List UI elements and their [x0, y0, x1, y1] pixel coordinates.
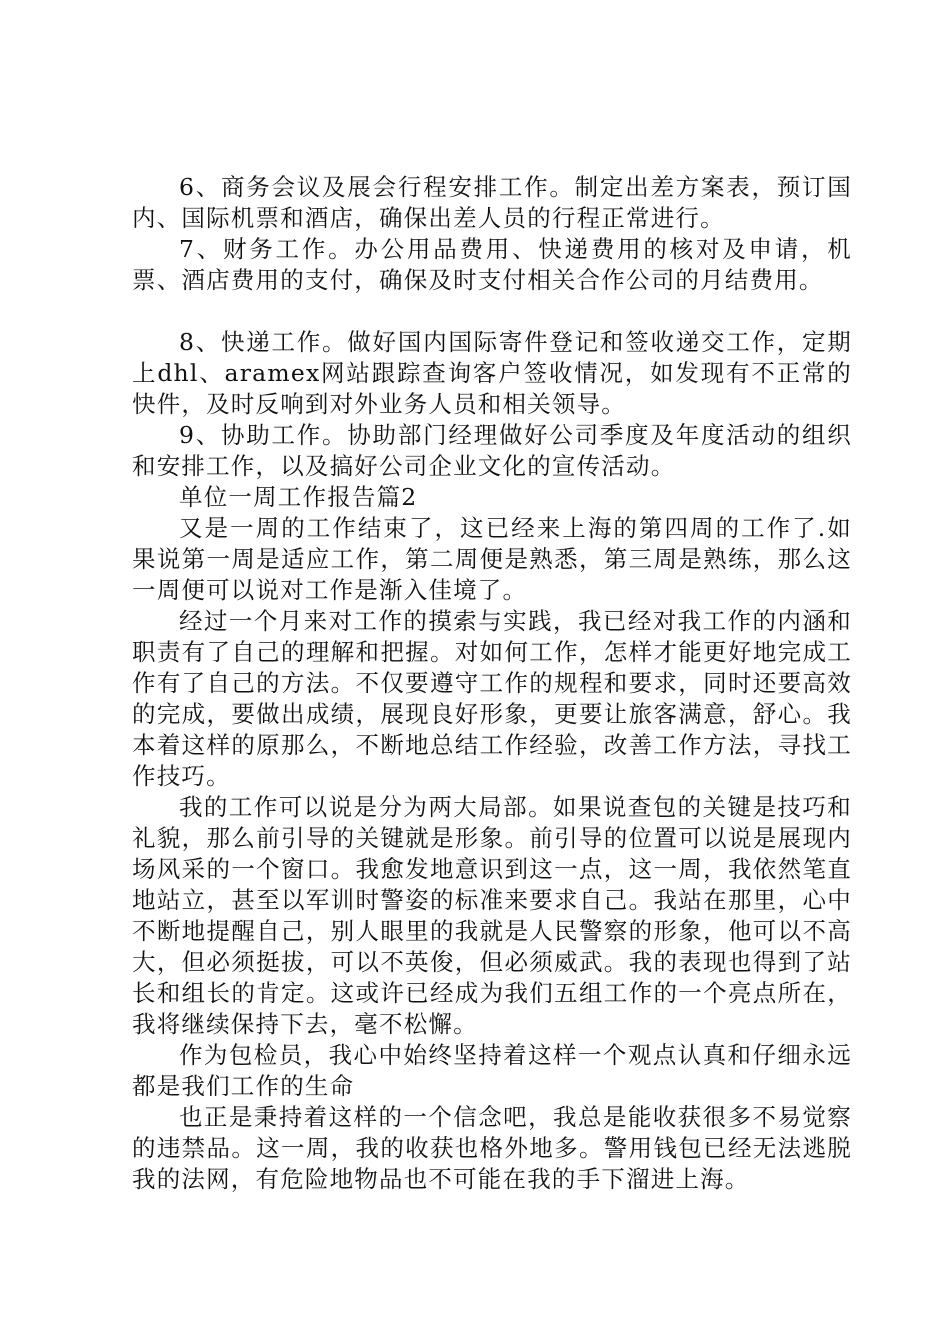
document-body	[132, 172, 852, 1195]
section-heading: 单位一周工作报告篇2	[179, 483, 418, 511]
paragraph-item-6: 6、商务会议及展会行程安排工作。制定出差方案表，预订国内、国际机票和酒店，确保出差人员的行程正常进行。	[132, 173, 852, 232]
body-paragraph: 又是一周的工作结束了，这已经来上海的第四周的工作了.如果说第一周是适应工作，第二周便是熟悉，第三周是熟练，那么这一周便可以说对工作是渐入佳境了。	[132, 514, 852, 604]
paragraph-spacer	[132, 296, 852, 327]
body-paragraph: 经过一个月来对工作的摸索与实践，我已经对我工作的内涵和职责有了自己的理解和把握。对如何工作，怎样才能更好地完成工作有了自己的方法。不仅要遵守工作的规程和要求，同时还要高效的完成，要做出成绩，展现良好形象，更要让旅客满意，舒心。我本着这样的原那么，不断地总结工作经验，改善工作方法，寻找工作技巧。	[132, 607, 852, 790]
paragraph-item-8: 8、快递工作。做好国内国际寄件登记和签收递交工作，定期上dhl、aramex网站跟踪查询客户签收情况，如发现有不正常的快件，及时反响到对外业务人员和相关领导。	[132, 328, 852, 418]
body-paragraph: 作为包检员，我心中始终坚持着这样一个观点认真和仔细永远都是我们工作的生命	[132, 1041, 852, 1100]
body-paragraph: 也正是秉持着这样的一个信念吧，我总是能收获很多不易觉察的违禁品。这一周，我的收获也格外地多。警用钱包已经无法逃脱我的法网，有危险地物品也不可能在我的手下溜进上海。	[132, 1103, 852, 1193]
paragraph-item-7: 7、财务工作。办公用品费用、快递费用的核对及申请，机票、酒店费用的支付，确保及时支付相关合作公司的月结费用。	[132, 235, 852, 294]
paragraph-item-9: 9、协助工作。协助部门经理做好公司季度及年度活动的组织和安排工作，以及搞好公司企业文化的宣传活动。	[132, 421, 852, 480]
body-paragraph: 我的工作可以说是分为两大局部。如果说查包的关键是技巧和礼貌，那么前引导的关键就是形象。前引导的位置可以说是展现内场风采的一个窗口。我愈发地意识到这一点，这一周，我依然笔直地站立，甚至以军训时警姿的标准来要求自己。我站在那里，心中不断地提醒自己，别人眼里的我就是人民警察的形象，他可以不高大，但必须挺拔，可以不英俊，但必须威武。我的表现也得到了站长和组长的肯定。这或许已经成为我们五组工作的一个亮点所在，我将继续保持下去，毫不松懈。	[132, 793, 852, 1038]
